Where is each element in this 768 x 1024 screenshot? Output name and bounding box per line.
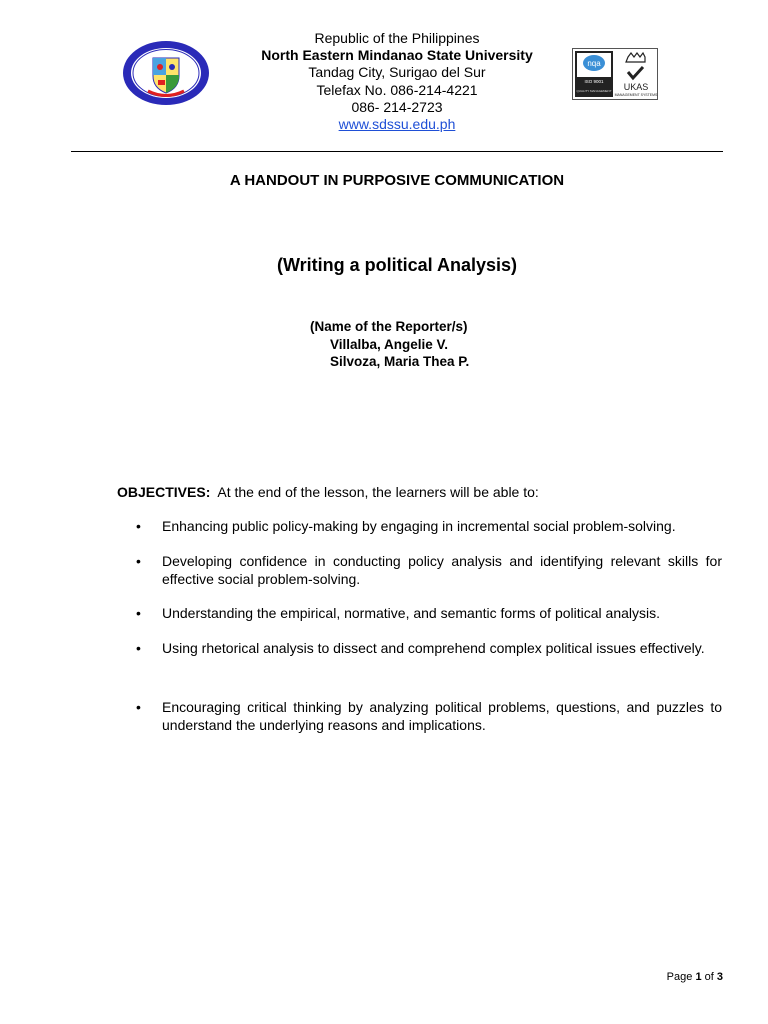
objective-text: Using rhetorical analysis to dissect and comprehend complex political issues effectively. — [162, 640, 705, 656]
svg-text:nqa: nqa — [587, 59, 601, 68]
topic-title: (Writing a political Analysis) — [276, 255, 518, 275]
objectives-intro-text: At the end of the lesson, the learners will be able to: — [217, 484, 539, 500]
list-item — [136, 699, 722, 734]
reporter-name: Villalba, Angelie V. — [330, 336, 449, 352]
handout-title: A HANDOUT IN PURPOSIVE COMMUNICATION — [229, 172, 565, 189]
bullet-icon: • — [136, 553, 141, 569]
university-name: North Eastern Mindanao State University — [261, 47, 533, 64]
bullet-icon: • — [136, 640, 141, 656]
page-word: Page — [666, 971, 693, 983]
svg-text:UKAS: UKAS — [623, 82, 649, 92]
republic-line: Republic of the Philippines — [314, 30, 480, 46]
bullet-icon: • — [136, 605, 141, 621]
objective-text: Understanding the empirical, normative, and semantic forms of political analysis. — [162, 605, 661, 621]
total-page-count: 3 — [716, 971, 723, 983]
svg-text:MANAGEMENT SYSTEMS: MANAGEMENT SYSTEMS — [614, 93, 658, 97]
phone-line: 086- 214-2723 — [351, 98, 443, 115]
objective-text: Enhancing public policy-making by engaging in incremental social problem-solving. — [162, 518, 676, 534]
bullet-icon: • — [136, 699, 141, 715]
current-page-number: 1 — [695, 971, 702, 983]
list-item — [136, 518, 722, 536]
list-item — [136, 553, 722, 588]
reporter-name: Silvoza, Maria Thea P. — [330, 354, 470, 369]
bullet-icon: • — [136, 518, 141, 534]
svg-text:QUALITY MANAGEMENT: QUALITY MANAGEMENT — [576, 89, 612, 93]
telefax-line: Telefax No. 086-214-4221 — [316, 81, 478, 98]
reporters-heading: (Name of the Reporter/s) — [310, 319, 468, 334]
of-word: of — [704, 971, 714, 983]
page-number-footer — [600, 971, 723, 983]
address-line: Tandag City, Surigao del Sur — [308, 64, 486, 81]
objective-text: Developing confidence in conducting policy analysis and identifying relevant skills for effective social problem-solving. — [162, 553, 722, 587]
list-item — [136, 605, 722, 623]
website-link[interactable]: www.sdssu.edu.ph — [338, 116, 456, 133]
list-item — [136, 640, 722, 658]
objectives-label: OBJECTIVES: — [117, 484, 211, 500]
svg-text:ISO 9001: ISO 9001 — [584, 79, 604, 84]
objective-text: Encouraging critical thinking by analyzing political problems, questions, and puzzles to understand the underlying reasons and implications. — [162, 699, 722, 733]
